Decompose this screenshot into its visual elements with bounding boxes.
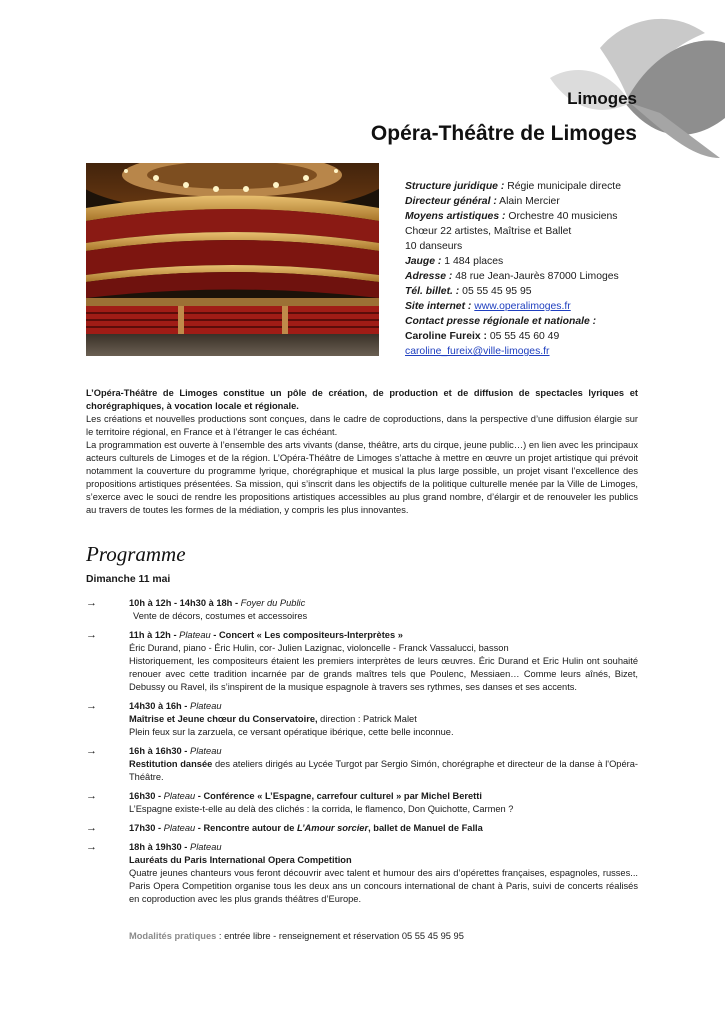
event-description: Plein feux sur la zarzuela, ce versant opératique ibérique, cette belle inconnue.	[129, 727, 454, 737]
arrow-icon: →	[86, 700, 97, 712]
intro-text	[86, 387, 638, 517]
intro-lead: L’Opéra-Théâtre de Limoges constitue un pôle de création, de production et de diffusion de spectacles lyriques et chorégraphiques, à vocation locale et régionale.	[86, 388, 638, 411]
info-directeur: Directeur général : Alain Mercier	[405, 196, 560, 207]
info-moyens-line2: Chœur 22 artistes, Maîtrise et Ballet	[405, 226, 572, 237]
event-description: des ateliers dirigés au Lycée Turgot par Sergio Simón, chorégraphe et directeur de la danse à l'Opéra-Théâtre.	[129, 759, 639, 782]
event-place: Plateau	[190, 842, 222, 852]
event-item	[86, 700, 638, 739]
event-title: - Concert « Les compositeurs-Interprètes »	[213, 630, 403, 640]
event-description: Quatre jeunes chanteurs vous feront découvrir avec talent et humour des airs d’opérettes françaises, espagnoles, russes... Paris Opera Competition organise tous les deux ans un concours international de chant à Paris, suivi de concerts réalisés en coproduction avec les plus grands théâtres d’Europe.	[129, 868, 638, 904]
event-place: Foyer du Public	[240, 598, 306, 608]
event-time: 17h30 -	[129, 823, 162, 833]
event-item	[86, 790, 638, 816]
info-adresse: Adresse : 48 rue Jean-Jaurès 87000 Limoges	[405, 271, 619, 282]
arrow-icon: →	[86, 822, 97, 834]
event-title: Lauréats du Paris International Opera Competition	[129, 855, 352, 865]
event-place: Plateau	[163, 823, 196, 833]
arrow-icon: →	[86, 745, 97, 757]
arrow-icon: →	[86, 629, 97, 641]
info-site: Site internet : www.operalimoges.fr	[405, 301, 571, 312]
info-contact-label: Contact presse régionale et nationale :	[405, 316, 597, 327]
event-time: 14h30 à 16h -	[129, 701, 188, 711]
event-item	[86, 841, 638, 906]
event-item	[86, 597, 638, 623]
event-title-rest: , ballet de Manuel de Falla	[368, 823, 483, 833]
event-time: 16h30 -	[129, 791, 162, 801]
info-contact-name: Caroline Fureix : 05 55 45 60 49	[405, 331, 560, 342]
event-description: L’Espagne existe-t-elle au delà des clichés : la corrida, le flamenco, Don Quichotte, Carmen ?	[129, 804, 514, 814]
info-moyens: Moyens artistiques : Orchestre 40 musiciens	[405, 211, 618, 222]
event-description: Historiquement, les compositeurs étaient les premiers interprètes de leurs œuvres. Éric Durand et Eric Hulin ont souhaité renouer avec cette tradition incarnée par de grands maîtres tels que Poulenc, Messiaen… Comme leurs aînés, Bizet, Debussy ou Ravel, ils s’inspirent de la musique espagnole à travers ses rythmes, ses danses et ses accents.	[129, 656, 638, 692]
programme-events	[86, 597, 638, 912]
arrow-icon: →	[86, 597, 97, 609]
info-contact-email	[405, 344, 675, 359]
event-place: Plateau	[179, 630, 211, 640]
info-moyens-line3: 10 danseurs	[405, 241, 463, 252]
intro-paragraph-1: Les créations et nouvelles productions sont conçues, dans le cadre de coproductions, dans la perspective d’une diffusion élargie sur le territoire régional, en France et à l’étranger le cas échéant.	[86, 414, 638, 437]
event-item	[86, 629, 638, 694]
event-item	[86, 822, 638, 835]
event-title: Restitution dansée	[129, 759, 213, 769]
event-item	[86, 745, 638, 784]
event-time: 18h à 19h30 -	[129, 842, 188, 852]
event-title: - Conférence « L’Espagne, carrefour culturel » par Michel Beretti	[197, 791, 482, 801]
practical-info	[129, 931, 464, 941]
event-line: Éric Durand, piano - Éric Hulin, cor- Julien Lazignac, violoncelle - Franck Vassalucci, basson	[129, 643, 509, 653]
event-place: Plateau	[190, 701, 222, 711]
event-place: Plateau	[190, 746, 222, 756]
venue-title: Opéra-Théâtre de Limoges	[370, 122, 637, 145]
email-link[interactable]: caroline_fureix@ville-limoges.fr	[405, 346, 550, 357]
event-title: Maîtrise et Jeune chœur du Conservatoire,	[129, 714, 318, 724]
city-heading: Limoges	[567, 89, 637, 108]
event-title: - Rencontre autour de	[197, 823, 295, 833]
theatre-photo	[86, 163, 379, 356]
info-telephone: Tél. billet. : 05 55 45 95 95	[405, 286, 532, 297]
event-line: Vente de décors, costumes et accessoires	[133, 611, 308, 621]
website-link[interactable]: www.operalimoges.fr	[474, 301, 571, 312]
event-time: 16h à 16h30 -	[129, 746, 188, 756]
practical-text: : entrée libre - renseignement et réservation 05 55 45 95 95	[218, 931, 464, 941]
info-jauge: Jauge : 1 484 places	[405, 256, 504, 267]
practical-label: Modalités pratiques	[129, 931, 217, 941]
arrow-icon: →	[86, 790, 97, 802]
intro-paragraph-2: La programmation est ouverte à l’ensemble des arts vivants (danse, théâtre, arts du cirque, jeune public…) en lien avec les principaux acteurs culturels de Limoges et de la région. L’Opéra-Théâtre de Limoges s’attache à mettre en œuvre un projet artistique qui prévoit notamment la couverture du programme lyrique, chorégraphique et musical la plus large possible, un projet visant l’excellence des propositions artistiques présentées. Sa mission, qui s’inscrit dans les objectifs de la politique culturelle menée par la Ville de Limoges, s’exerce avec le souci de rendre les propositions artistiques accessibles au plus grand nombre, d’élargir et de renouveler les publics au travers de toutes les formes de la médiation, y compris les plus innovantes.	[86, 440, 638, 515]
event-work-title: L’Amour sorcier	[296, 823, 369, 833]
event-time: 11h à 12h -	[129, 630, 177, 640]
event-title-rest: direction : Patrick Malet	[320, 714, 417, 724]
programme-title: Programme	[86, 542, 186, 566]
venue-info-block	[405, 179, 675, 359]
event-time: 10h à 12h - 14h30 à 18h -	[129, 598, 239, 608]
programme-day: Dimanche 11 mai	[86, 574, 171, 585]
info-structure: Structure juridique : Régie municipale directe	[405, 181, 621, 192]
event-place: Plateau	[163, 791, 196, 801]
arrow-icon: →	[86, 841, 97, 853]
